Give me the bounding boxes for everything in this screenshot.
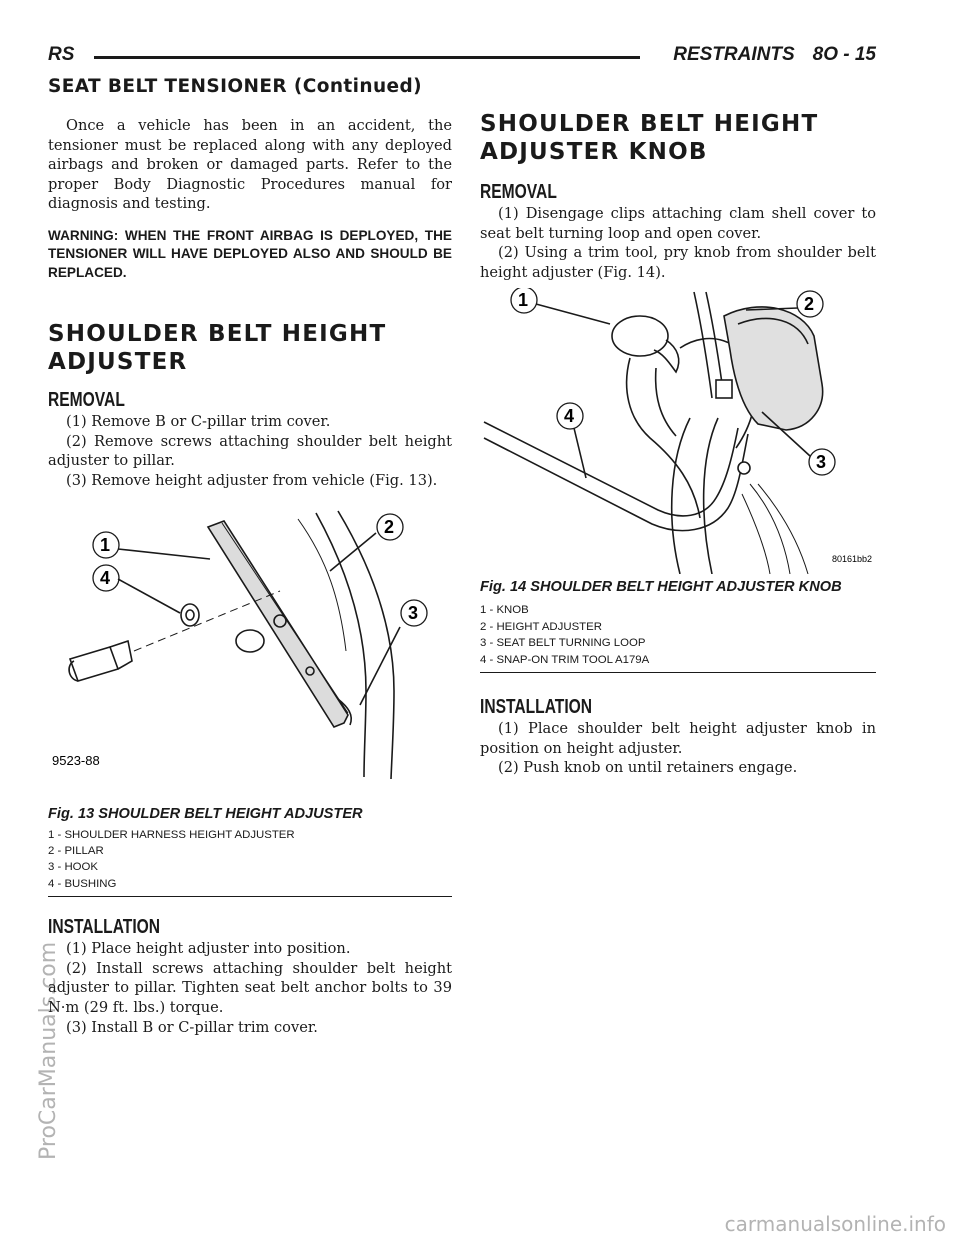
figure-13-rule <box>48 896 452 897</box>
removal-step: (1) Disengage clips attaching clam shell cover to seat belt turning loop and open cover. <box>480 205 876 242</box>
legend-item: 1 - KNOB <box>480 604 529 617</box>
page-number: 8O - 15 <box>812 44 876 65</box>
header-rule <box>94 56 640 59</box>
figure-14-illustration <box>480 288 876 574</box>
removal-step: (3) Remove height adjuster from vehicle (Fig. 13). <box>66 471 438 489</box>
group-name: RESTRAINTS <box>673 44 795 65</box>
legend-item: 2 - HEIGHT ADJUSTER <box>480 620 602 633</box>
figure-14 <box>480 288 876 673</box>
intro-paragraph: Once a vehicle has been in an accident, the tensioner must be replaced along with any deployed airbags and broken or damaged parts. Refer to the proper Body Diagnostic Procedures manual for diagnosis and testing. <box>48 117 452 213</box>
installation-step: (3) Install B or C-pillar trim cover. <box>66 1018 318 1036</box>
callout-1: 1 <box>518 290 529 311</box>
section-title-line-1: SHOULDER BELT HEIGHT <box>480 111 819 137</box>
figure-13 <box>48 501 452 898</box>
legend-item: 1 - SHOULDER HARNESS HEIGHT ADJUSTER <box>48 828 295 841</box>
callout-3: 3 <box>816 452 827 473</box>
installation-step: (1) Place shoulder belt height adjuster knob in position on height adjuster. <box>480 720 876 757</box>
callout-4: 4 <box>564 406 575 427</box>
legend-item: 3 - SEAT BELT TURNING LOOP <box>480 637 646 650</box>
removal-step: (2) Remove screws attaching shoulder belt height adjuster to pillar. <box>48 432 452 470</box>
removal-step: (2) Using a trim tool, pry knob from shoulder belt height adjuster (Fig. 14). <box>480 244 876 281</box>
callout-4: 4 <box>100 567 111 588</box>
bottom-watermark: carmanualsonline.info <box>724 1212 946 1236</box>
legend-item: 4 - SNAP-ON TRIM TOOL A179A <box>480 653 650 666</box>
installation-step: (1) Place height adjuster into position. <box>66 940 351 958</box>
removal-heading: REMOVAL <box>480 181 557 203</box>
figure-13-caption: Fig. 13 SHOULDER BELT HEIGHT ADJUSTER <box>48 805 363 822</box>
section-title-line-2: ADJUSTER KNOB <box>480 139 708 165</box>
installation-heading: INSTALLATION <box>480 696 593 718</box>
section-title-line-2: ADJUSTER <box>48 349 188 376</box>
callout-3: 3 <box>408 602 419 623</box>
callout-2: 2 <box>384 516 395 537</box>
section-code: RS <box>48 44 75 65</box>
right-column <box>480 110 876 778</box>
figure-14-caption: Fig. 14 SHOULDER BELT HEIGHT ADJUSTER KNOB <box>480 579 842 596</box>
legend-item: 2 - PILLAR <box>48 844 104 857</box>
side-watermark-text: ProCarManuals.com <box>36 941 61 1160</box>
callout-1: 1 <box>100 534 111 555</box>
installation-heading: INSTALLATION <box>48 916 161 939</box>
art-code: 9523-88 <box>52 752 100 768</box>
side-watermark <box>2 520 61 1160</box>
header-right <box>673 44 876 66</box>
installation-step: (2) Push knob on until retainers engage. <box>498 759 798 777</box>
figure-14-rule <box>480 672 876 673</box>
figure-13-illustration <box>48 501 452 801</box>
removal-step: (1) Remove B or C-pillar trim cover. <box>66 413 331 431</box>
callout-2: 2 <box>804 294 815 315</box>
continued-title: SEAT BELT TENSIONER (Continued) <box>48 76 422 97</box>
removal-heading: REMOVAL <box>48 389 125 412</box>
legend-item: 3 - HOOK <box>48 861 99 874</box>
left-column <box>48 116 452 1037</box>
art-code: 80161bb2 <box>832 554 873 565</box>
installation-step: (2) Install screws attaching shoulder belt height adjuster to pillar. Tighten seat belt anchor bolts to 39 N·m (29 ft. lbs.) torque. <box>48 959 452 1016</box>
section-title-line-1: SHOULDER BELT HEIGHT <box>48 321 387 348</box>
warning-text: WARNING: WHEN THE FRONT AIRBAG IS DEPLOYED, THE TENSIONER WILL HAVE DEPLOYED ALSO AND SHOULD BE REPLACED. <box>48 227 452 280</box>
page-header <box>48 44 876 74</box>
legend-item: 4 - BUSHING <box>48 877 117 890</box>
